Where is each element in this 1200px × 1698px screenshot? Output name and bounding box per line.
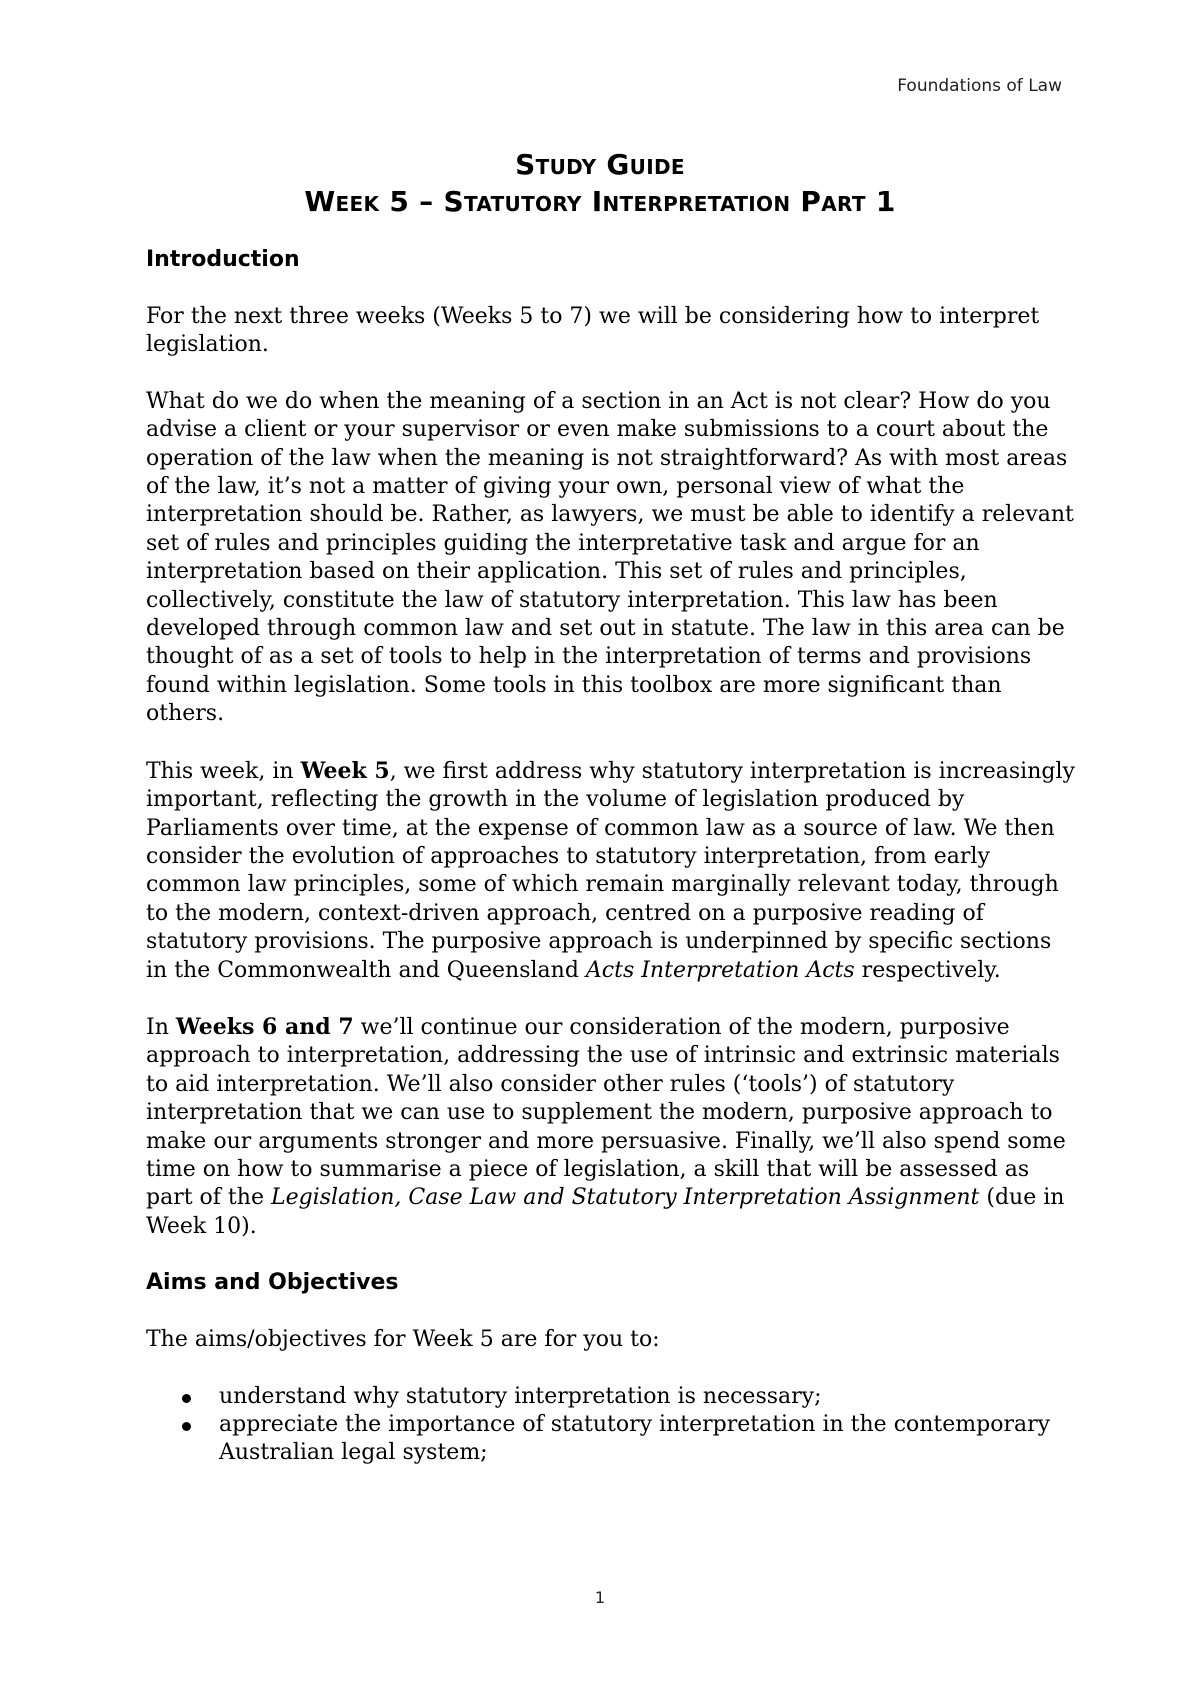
p4-text-a: In [146,1014,176,1040]
list-item [146,1411,1076,1468]
introduction-heading: Introduction [146,247,300,272]
p3-italic-acts: Acts Interpretation Acts [585,957,855,983]
p3-text-e: respectively. [854,957,1001,983]
aims-heading: Aims and Objectives [146,1270,399,1296]
page-number: 1 [594,1588,606,1607]
aims-intro: The aims/objectives for Week 5 are for you to: [146,1327,660,1353]
main-content [146,246,1076,1468]
title-line-study-guide: Study Guide [515,148,685,181]
list-item-text: appreciate the importance of statutory interpretation in the contemporary Australian legal system; [219,1412,1051,1466]
title-line-week: Week 5 – Statutory Interpretation Part 1 [304,185,896,218]
aims-list [146,1383,1076,1468]
list-item [146,1383,1076,1411]
intro-paragraph-4 [146,1013,1076,1241]
intro-paragraph-3 [146,757,1076,985]
bullet-icon [182,1422,191,1431]
p4-text-c: we’ll continue our consideration of the modern, purposive approach to interpretation, addressing the use of intrinsic and extrinsic materials to aid interpretation. We’ll also consider other rules (‘tools’) of statutory interpretation that we can use to supplement the modern, purposive approach to make our arguments stronger and more persuasive. Finally, we’ll also spend some time on how to summarise a piece of legislation, a skill that will be assessed as part of the [146,1014,1066,1211]
intro-paragraph-1: For the next three weeks (Weeks 5 to 7) we will be considering how to interpret legislation. [146,304,1040,358]
p3-text-a: This week, in [146,758,301,784]
running-header: Foundations of Law [897,76,1062,96]
intro-paragraph-2: What do we do when the meaning of a section in an Act is not clear? How do you advise a client or your supervisor or even make submissions to a court about the operation of the law when the meaning is not straightforward? As with most areas of the law, it’s not a matter of giving your own, personal view of what the interpretation should be. Rather, as lawyers, we must be able to identify a relevant set of rules and principles guiding the interpretative task and argue for an interpretation based on their application. This set of rules and principles, collectively, constitute the law of statutory interpretation. This law has been developed through common law and set out in statute. The law in this area can be thought of as a set of tools to help in the interpretation of terms and provisions found within legislation. Some tools in this toolbox are more significant than others. [146,388,1074,727]
p4-bold-weeks: Weeks 6 and 7 [175,1013,354,1040]
p4-text-e: (due in Week 10). [146,1185,1065,1239]
document-title [0,146,1200,220]
p3-text-c: , we first address why statutory interpretation is increasingly important, reflecting the growth in the volume of legislation produced by Parliaments over time, at the expense of common law as a source of law. We then consider the evolution of approaches to statutory interpretation, from early common law principles, some of which remain marginally relevant today, through to the modern, context-driven approach, centred on a purposive reading of statutory provisions. The purposive approach is underpinned by specific sections in the Commonwealth and Queensland [146,758,1075,983]
p3-bold-week5: Week 5 [300,757,390,784]
bullet-icon [182,1394,191,1403]
p4-italic-assignment: Legislation, Case Law and Statutory Interpretation Assignment [270,1185,980,1211]
list-item-text: understand why statutory interpretation is necessary; [219,1383,822,1409]
